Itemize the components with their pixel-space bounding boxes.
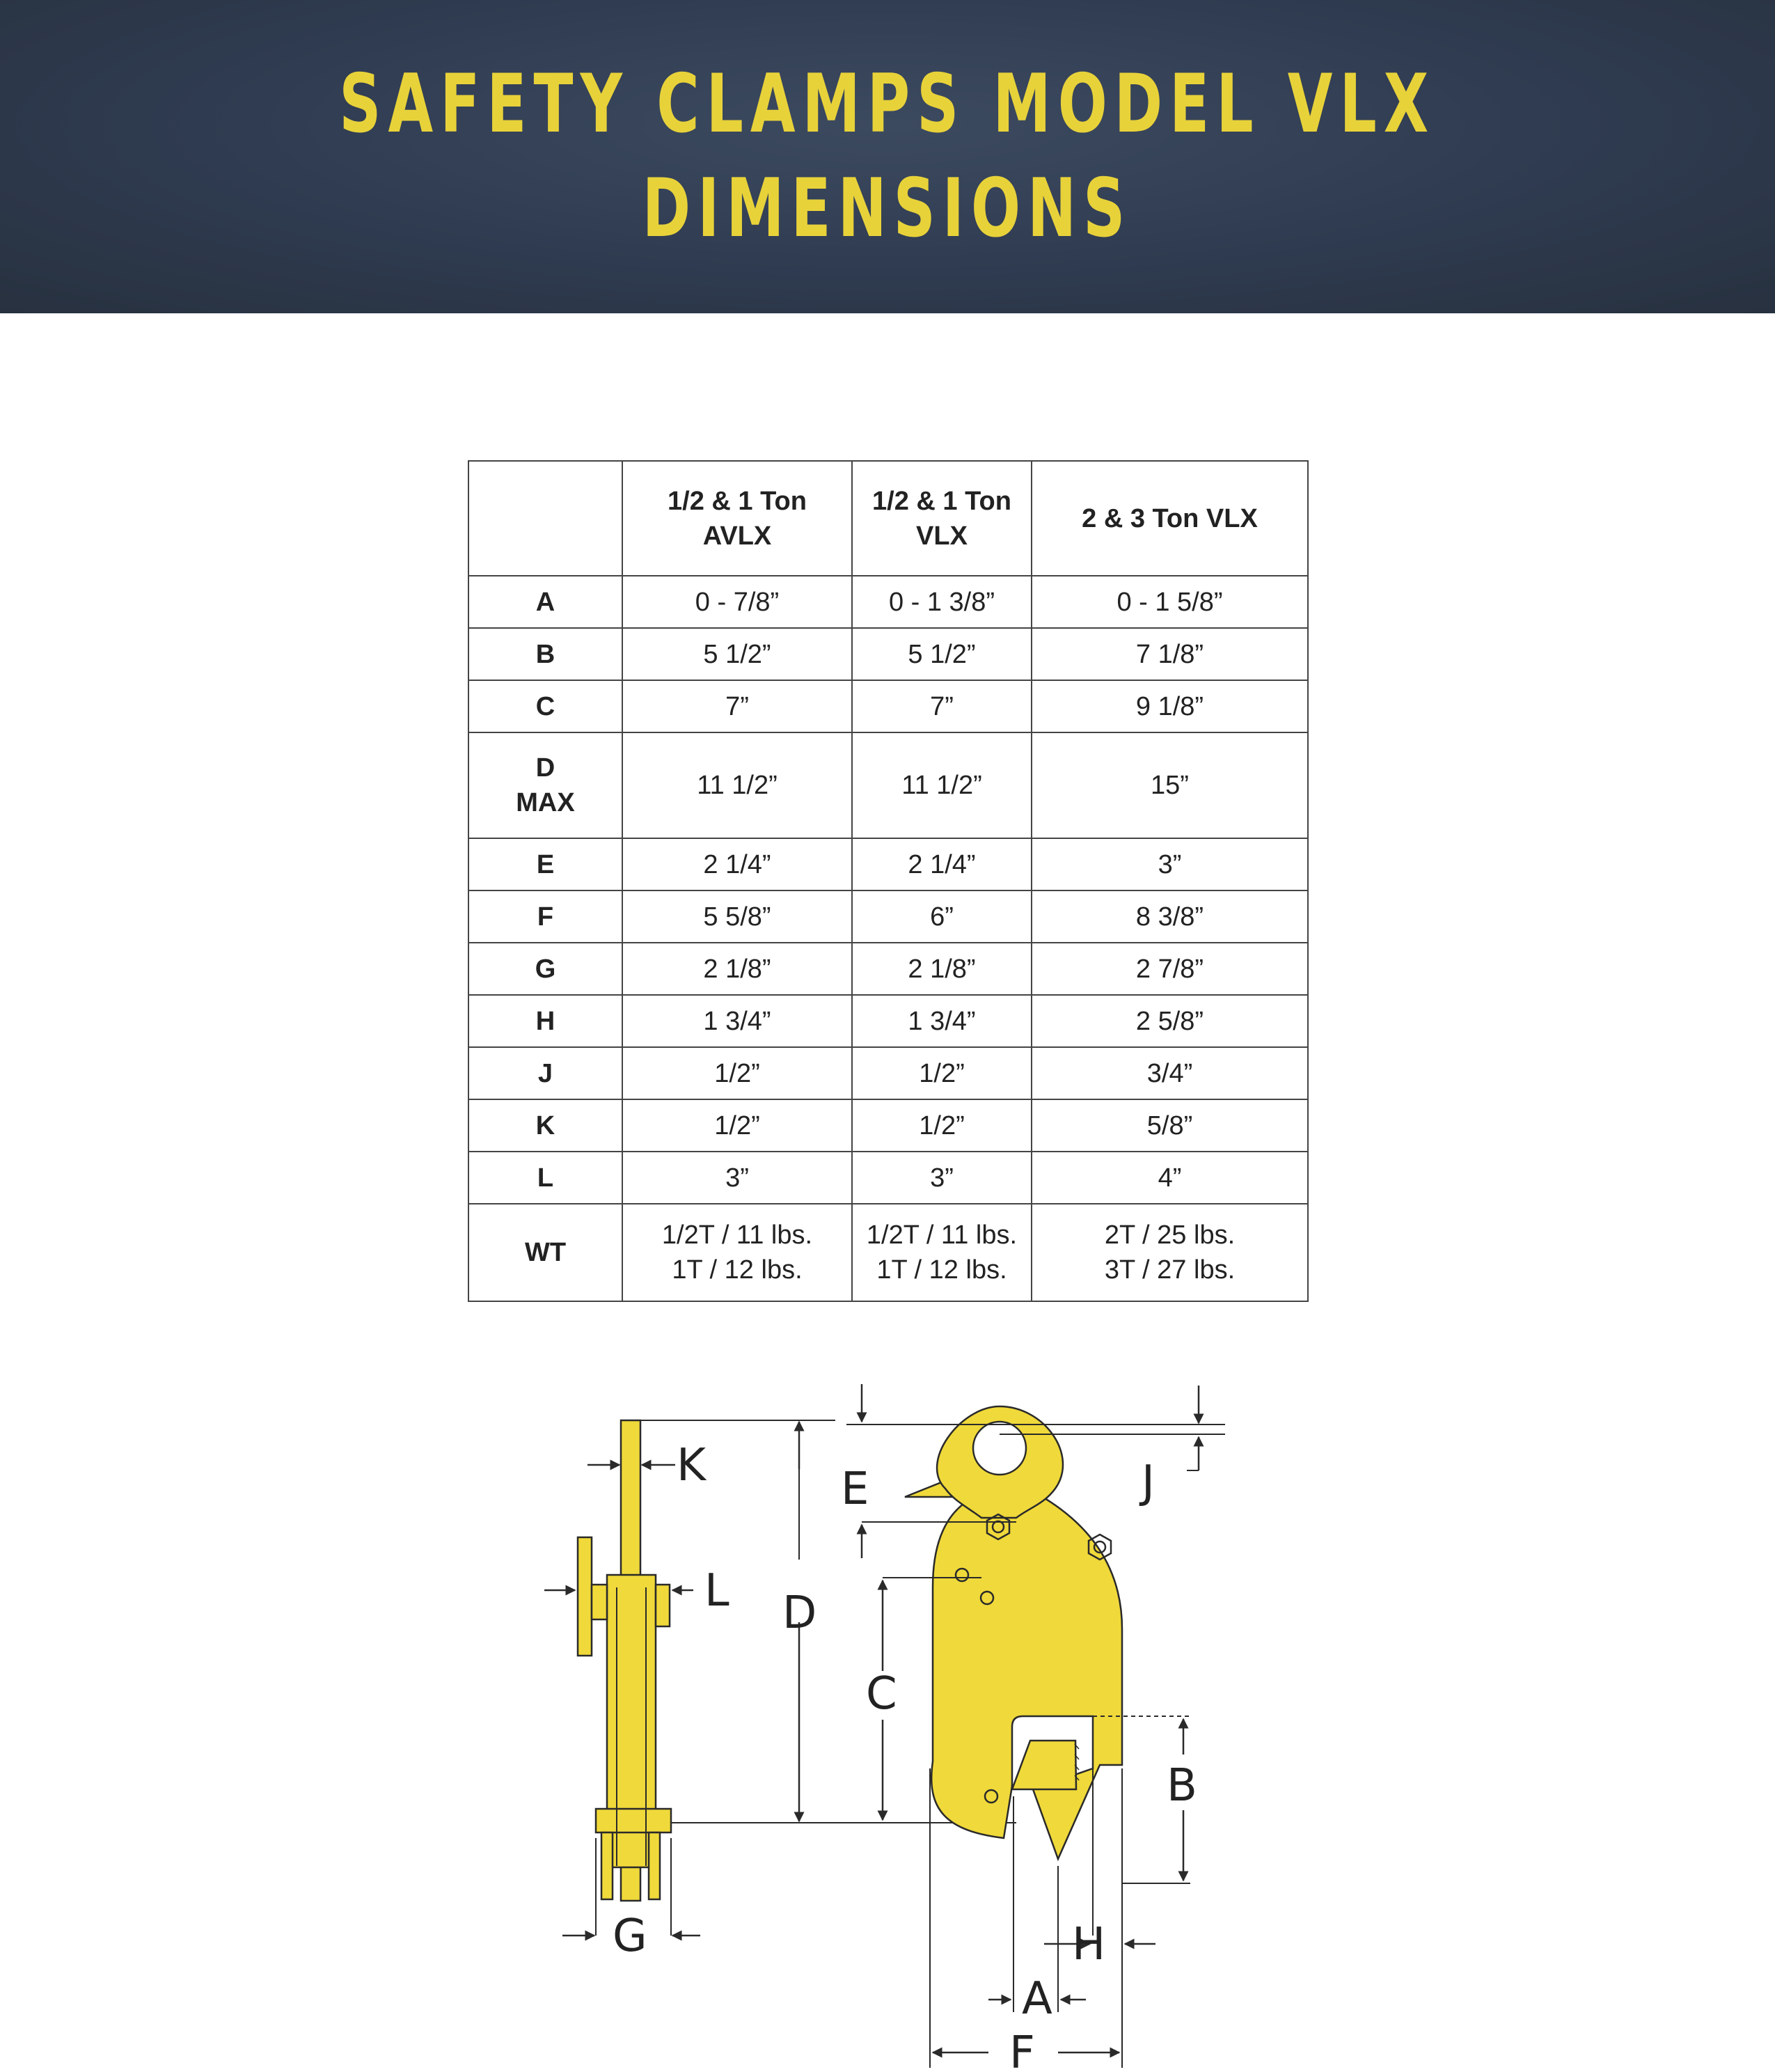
table-row	[468, 1047, 1308, 1099]
table-row	[468, 995, 1308, 1047]
cell-line: 7”	[725, 691, 749, 721]
table-cell	[852, 628, 1032, 680]
cell-line: K	[535, 1110, 555, 1140]
title-banner	[0, 0, 1775, 313]
cell-line: E	[536, 849, 555, 879]
table-cell	[622, 995, 852, 1047]
table-cell	[852, 890, 1032, 943]
cell-line: 11 1/2”	[901, 771, 982, 800]
table-cell	[622, 680, 852, 732]
cell-line: 1 3/4”	[703, 1006, 771, 1036]
cell-line: 1/2”	[714, 1110, 760, 1140]
cell-line: 1/2”	[919, 1058, 965, 1088]
table-cell	[1032, 838, 1308, 890]
table-row	[468, 576, 1308, 628]
column-header	[852, 461, 1032, 576]
table-cell	[1032, 1152, 1308, 1204]
cell-line: L	[537, 1163, 554, 1193]
table-cell	[852, 732, 1032, 838]
table-cell	[852, 1047, 1032, 1099]
table-cell	[1032, 576, 1308, 628]
table-cell	[852, 995, 1032, 1047]
side-bottom-block-shape	[596, 1809, 671, 1832]
cell-line: H	[535, 1006, 555, 1036]
cell-line: 3”	[930, 1163, 954, 1193]
cell-line: 2T / 25 lbs.	[1104, 1221, 1236, 1250]
cell-line: 1T / 12 lbs.	[876, 1255, 1007, 1285]
column-header	[622, 461, 852, 576]
label-f: F	[1009, 2027, 1035, 2068]
cell-line: 9 1/8”	[1135, 691, 1204, 721]
label-k: K	[677, 1440, 706, 1491]
label-c: C	[866, 1668, 897, 1720]
cell-line: 5 1/2”	[703, 639, 771, 669]
cell-line: 3/4”	[1146, 1058, 1193, 1088]
table-cell	[622, 838, 852, 890]
table-row	[468, 1204, 1308, 1301]
side-bolt-shape	[656, 1585, 670, 1626]
table-cell	[852, 838, 1032, 890]
row-label	[468, 576, 622, 628]
cell-line: C	[535, 691, 555, 721]
cell-line: 2 1/4”	[908, 849, 976, 879]
table-cell	[1032, 680, 1308, 732]
table-header-row	[468, 461, 1308, 576]
cell-line: F	[537, 902, 554, 932]
clamp-front-view	[905, 1406, 1122, 1859]
row-label	[468, 943, 622, 995]
table-cell	[852, 576, 1032, 628]
table-cell	[1032, 995, 1308, 1047]
cell-line: 2 5/8”	[1135, 1006, 1204, 1036]
table-cell	[622, 732, 852, 838]
row-label	[468, 995, 622, 1047]
table-cell	[1032, 628, 1308, 680]
clamp-dimension-diagram	[529, 1379, 1225, 2068]
label-g: G	[613, 1910, 647, 1962]
cell-line: VLX	[916, 521, 968, 551]
table-cell	[852, 1152, 1032, 1204]
cell-line: 1/2”	[714, 1058, 760, 1088]
dimensions-table	[468, 460, 1309, 1302]
label-d: D	[782, 1587, 817, 1639]
label-b: B	[1167, 1760, 1197, 1812]
table-cell	[622, 890, 852, 943]
cell-line: 1/2”	[919, 1110, 965, 1140]
label-e: E	[841, 1463, 869, 1515]
cell-line: 4”	[1158, 1163, 1182, 1193]
cell-line: 7”	[930, 691, 954, 721]
table-cell	[622, 576, 852, 628]
cell-line: G	[535, 954, 556, 984]
table-cell	[852, 943, 1032, 995]
cell-line: 5/8”	[1146, 1110, 1193, 1140]
cell-line: 2 1/4”	[703, 849, 771, 879]
cell-line: 1/2 & 1 Ton	[872, 486, 1011, 516]
label-a: A	[1022, 1973, 1052, 2025]
table-cell	[852, 1099, 1032, 1152]
cell-line: 1T / 12 lbs.	[672, 1255, 803, 1285]
column-header	[1032, 461, 1308, 576]
table-cell	[1032, 732, 1308, 838]
cell-line: 2 1/8”	[908, 954, 976, 984]
cell-line: 5 1/2”	[908, 639, 976, 669]
table-row	[468, 628, 1308, 680]
cell-line: D	[535, 753, 555, 783]
cell-line: 3”	[725, 1163, 749, 1193]
row-label	[468, 1152, 622, 1204]
cell-line: 11 1/2”	[697, 771, 778, 800]
row-label	[468, 732, 622, 838]
cell-line: 6”	[930, 902, 954, 932]
table-cell	[622, 1152, 852, 1204]
cell-line: 15”	[1151, 771, 1189, 800]
cell-line: 1/2T / 11 lbs.	[661, 1221, 813, 1250]
side-leg-left-shape	[601, 1832, 613, 1899]
cell-line: WT	[524, 1238, 567, 1267]
table-cell	[852, 680, 1032, 732]
table-cell	[622, 1047, 852, 1099]
table-row	[468, 1099, 1308, 1152]
row-label	[468, 1047, 622, 1099]
cell-line: 3T / 27 lbs.	[1104, 1255, 1236, 1285]
cell-line: AVLX	[702, 521, 772, 551]
table-cell	[1032, 890, 1308, 943]
table-row	[468, 838, 1308, 890]
table-cell	[1032, 1099, 1308, 1152]
table-cell	[1032, 1047, 1308, 1099]
column-header	[468, 461, 622, 576]
table-row	[468, 680, 1308, 732]
row-label	[468, 628, 622, 680]
table-row	[468, 732, 1308, 838]
table-cell	[622, 1204, 852, 1301]
page-title-line-1: SAFETY CLAMPS MODEL VLX	[339, 57, 1436, 151]
page-title-line-2: DIMENSIONS	[642, 162, 1133, 256]
cell-line: 2 1/8”	[703, 954, 771, 984]
cell-line: 0 - 1 3/8”	[888, 587, 995, 617]
row-label	[468, 838, 622, 890]
cell-line: 2 7/8”	[1135, 954, 1204, 984]
cell-line: 0 - 1 5/8”	[1117, 587, 1223, 617]
cell-line: 2 & 3 Ton VLX	[1082, 503, 1258, 533]
table-cell	[852, 1204, 1032, 1301]
table-cell	[622, 1099, 852, 1152]
row-label	[468, 1204, 622, 1301]
cell-line: J	[537, 1058, 553, 1088]
cell-line: A	[535, 587, 555, 617]
cell-line: 1 3/4”	[908, 1006, 976, 1036]
label-l: L	[704, 1565, 729, 1617]
clamp-side-view	[578, 1420, 671, 1901]
side-leg-right-shape	[649, 1832, 660, 1899]
side-handle-shape	[578, 1537, 592, 1656]
table-row	[468, 943, 1308, 995]
cell-line: 8 3/8”	[1135, 902, 1204, 932]
label-h: H	[1072, 1919, 1106, 1970]
cell-line: 3”	[1158, 849, 1182, 879]
cell-line: MAX	[516, 788, 575, 817]
table-row	[468, 890, 1308, 943]
cell-line: 0 - 7/8”	[695, 587, 780, 617]
cell-line: 7 1/8”	[1135, 639, 1204, 669]
table-cell	[622, 943, 852, 995]
table-cell	[1032, 943, 1308, 995]
table-cell	[622, 628, 852, 680]
side-flange-shape	[592, 1585, 607, 1619]
table-row	[468, 1152, 1308, 1204]
row-label	[468, 680, 622, 732]
cell-line: 1/2T / 11 lbs.	[866, 1221, 1018, 1250]
label-j: J	[1142, 1457, 1155, 1508]
row-label	[468, 890, 622, 943]
cell-line: 5 5/8”	[703, 902, 771, 932]
row-label	[468, 1099, 622, 1152]
cell-line: 1/2 & 1 Ton	[668, 486, 807, 516]
table-cell	[1032, 1204, 1308, 1301]
cell-line: B	[535, 639, 555, 669]
